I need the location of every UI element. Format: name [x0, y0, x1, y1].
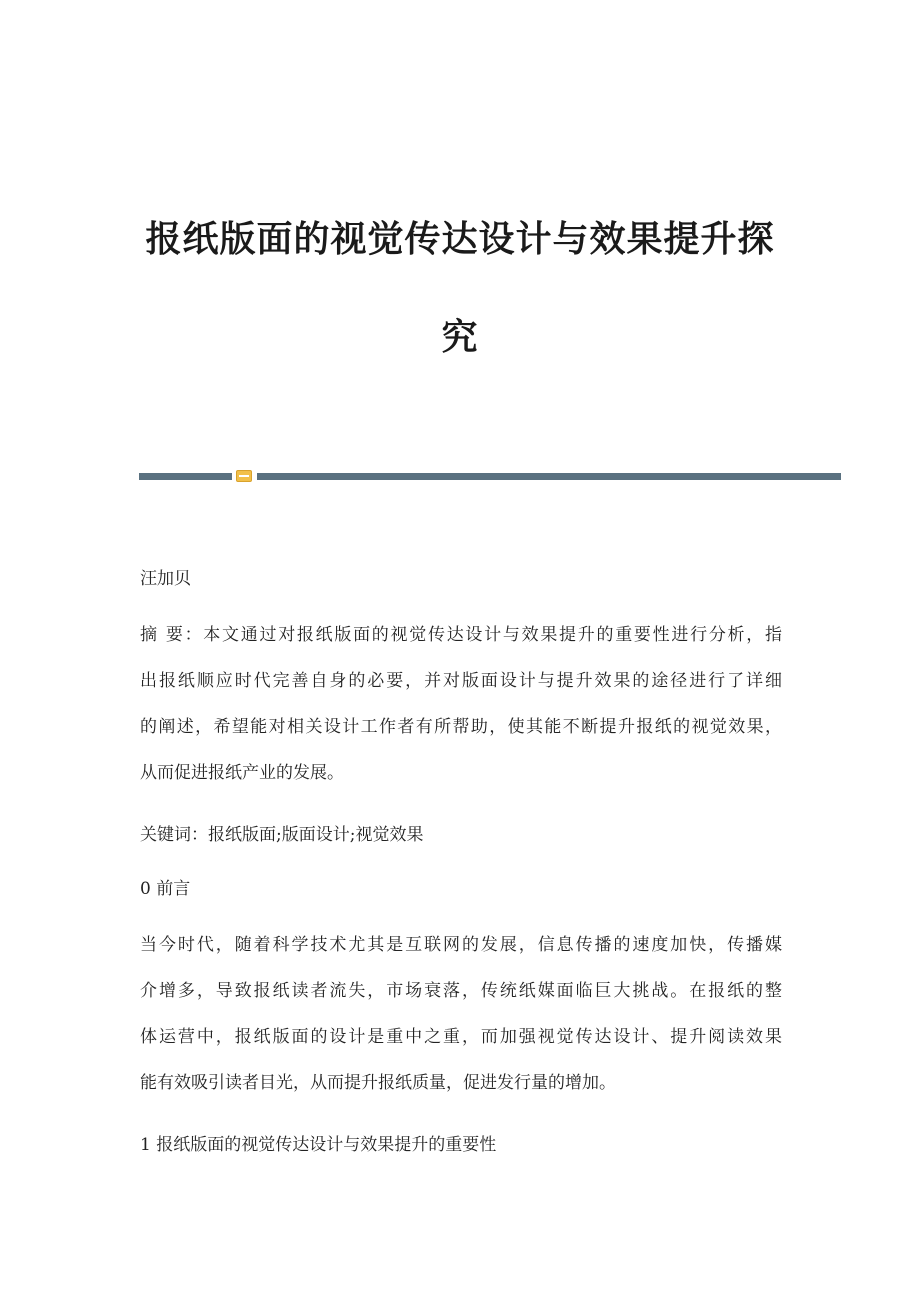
- abstract-line: 出报纸顺应时代完善自身的必要，并对版面设计与提升效果的途径进行了详细: [140, 671, 782, 691]
- section-heading-1: 1 报纸版面的视觉传达设计与效果提升的重要性: [140, 1135, 497, 1155]
- abstract-line: 的阐述，希望能对相关设计工作者有所帮助，使其能不断提升报纸的视觉效果，: [140, 717, 782, 737]
- abstract-line: 从而促进报纸产业的发展。: [140, 763, 344, 783]
- title-divider: [139, 470, 841, 482]
- abstract-paragraph: [140, 619, 782, 789]
- keywords: 关键词：报纸版面;版面设计;视觉效果: [140, 825, 424, 845]
- intro-paragraph: [140, 929, 782, 1099]
- intro-line: 体运营中，报纸版面的设计是重中之重，而加强视觉传达设计、提升阅读效果: [140, 1027, 782, 1047]
- title-line-1: 报纸版面的视觉传达设计与效果提升探: [145, 219, 775, 260]
- divider-bar-right: [257, 473, 841, 480]
- intro-line: 当今时代，随着科学技术尤其是互联网的发展，信息传播的速度加快，传播媒: [140, 935, 782, 955]
- author-name: 汪加贝: [140, 569, 191, 589]
- section-heading-0: 0 前言: [140, 879, 191, 899]
- intro-line: 介增多，导致报纸读者流失，市场衰落，传统纸媒面临巨大挑战。在报纸的整: [140, 981, 782, 1001]
- divider-bar-left: [139, 473, 232, 480]
- title-line-2: 究: [441, 317, 479, 358]
- divider-emblem-icon: [236, 470, 252, 482]
- intro-line: 能有效吸引读者目光，从而提升报纸质量，促进发行量的增加。: [140, 1073, 616, 1093]
- abstract-line: 摘 要：本文通过对报纸版面的视觉传达设计与效果提升的重要性进行分析，指: [140, 625, 782, 645]
